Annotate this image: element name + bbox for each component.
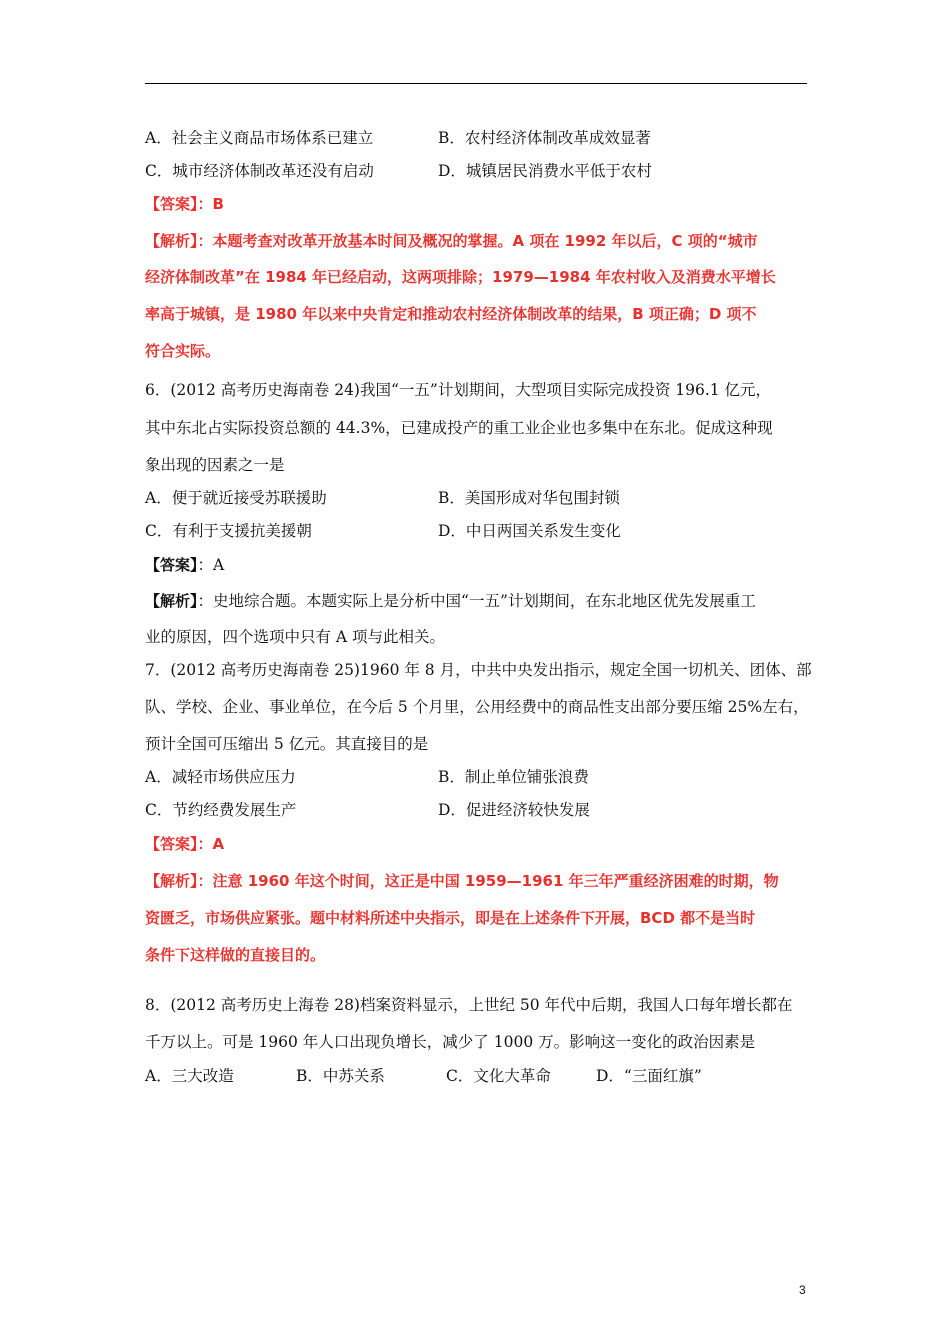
header-rule <box>145 83 807 84</box>
q6-answer-value: ：A <box>197 556 225 574</box>
q7-option-d: D．促进经济较快发展 <box>438 801 590 819</box>
q5-option-b: B．农村经济体制改革成效显著 <box>438 129 651 147</box>
q8-stem-line: 千万以上。可是 1960 年人口出现负增长，减少了 1000 万。影响这一变化的政治因素是 <box>145 1033 756 1051</box>
q7-stem-line: 7．(2012 高考历史海南卷 25)1960 年 8 月，中共中央发出指示，规定全国一切机关、团体、部 <box>145 661 812 679</box>
q8-option-c: C．文化大革命 <box>446 1067 551 1085</box>
q6-analysis-label: 【解析】 <box>145 592 198 610</box>
q6-stem-line: 6．(2012 高考历史海南卷 24)我国“一五”计划期间，大型项目实际完成投资 196.1 亿元， <box>145 381 772 399</box>
q7-analysis-line: 资匮乏，市场供应紧张。题中材料所述中央指示，即是在上述条件下开展，BCD 都不是当时 <box>145 909 756 927</box>
q6-answer <box>145 555 815 575</box>
q6-option-c: C．有利于支援抗美援朝 <box>145 522 312 540</box>
q8-option-b: B．中苏关系 <box>296 1067 385 1085</box>
q6-stem-line: 象出现的因素之一是 <box>145 456 285 474</box>
q7-answer: 【答案】：A <box>145 835 225 853</box>
q6-option-a: A．便于就近接受苏联援助 <box>145 489 327 507</box>
q6-option-b: B．美国形成对华包围封锁 <box>438 489 620 507</box>
q6-answer-label: 【答案】 <box>145 556 198 574</box>
q5-option-a: A．社会主义商品市场体系已建立 <box>145 129 374 147</box>
q6-analysis-line: 业的原因，四个选项中只有 A 项与此相关。 <box>145 628 446 646</box>
q6-stem-line: 其中东北占实际投资总额的 44.3%，已建成投产的重工业企业也多集中在东北。促成这种现 <box>145 419 773 437</box>
q7-analysis-line: 条件下这样做的直接目的。 <box>145 946 326 964</box>
q5-answer: 【答案】：B <box>145 195 224 213</box>
q7-option-c: C．节约经费发展生产 <box>145 801 297 819</box>
q5-analysis-line: 率高于城镇，是 1980 年以来中央肯定和推动农村经济体制改革的结果，B 项正确；D 项不 <box>145 305 757 323</box>
q5-option-c: C．城市经济体制改革还没有启动 <box>145 162 374 180</box>
q5-analysis-line: 经济体制改革”在 1984 年已经启动，这两项排除；1979—1984 年农村收入及消费水平增长 <box>145 268 776 286</box>
q6-analysis-line <box>145 591 815 611</box>
q6-option-d: D．中日两国关系发生变化 <box>438 522 621 540</box>
q5-option-d: D．城镇居民消费水平低于农村 <box>438 162 652 180</box>
page-number: 3 <box>799 1283 806 1297</box>
q5-analysis-line: 【解析】：本题考查对改革开放基本时间及概况的掌握。A 项在 1992 年以后，C 项的“城市 <box>145 232 758 250</box>
q7-analysis-line: 【解析】：注意 1960 年这个时间，这正是中国 1959—1961 年三年严重经济困难的时期，物 <box>145 872 779 890</box>
q7-option-b: B．制止单位铺张浪费 <box>438 768 589 786</box>
q8-option-a: A．三大改造 <box>145 1067 234 1085</box>
q8-option-d: D．“三面红旗” <box>596 1067 702 1085</box>
q5-analysis-line: 符合实际。 <box>145 342 221 360</box>
q8-stem-line: 8．(2012 高考历史上海卷 28)档案资料显示，上世纪 50 年代中后期，我国人口每年增长都在 <box>145 996 793 1014</box>
q7-option-a: A．减轻市场供应压力 <box>145 768 296 786</box>
q7-stem-line: 预计全国可压缩出 5 亿元。其直接目的是 <box>145 735 429 753</box>
q6-analysis-text: ：史地综合题。本题实际上是分析中国“一五”计划期间，在东北地区优先发展重工 <box>197 592 756 610</box>
q7-stem-line: 队、学校、企业、事业单位，在今后 5 个月里，公用经费中的商品性支出部分要压缩 25%左右， <box>145 698 809 716</box>
